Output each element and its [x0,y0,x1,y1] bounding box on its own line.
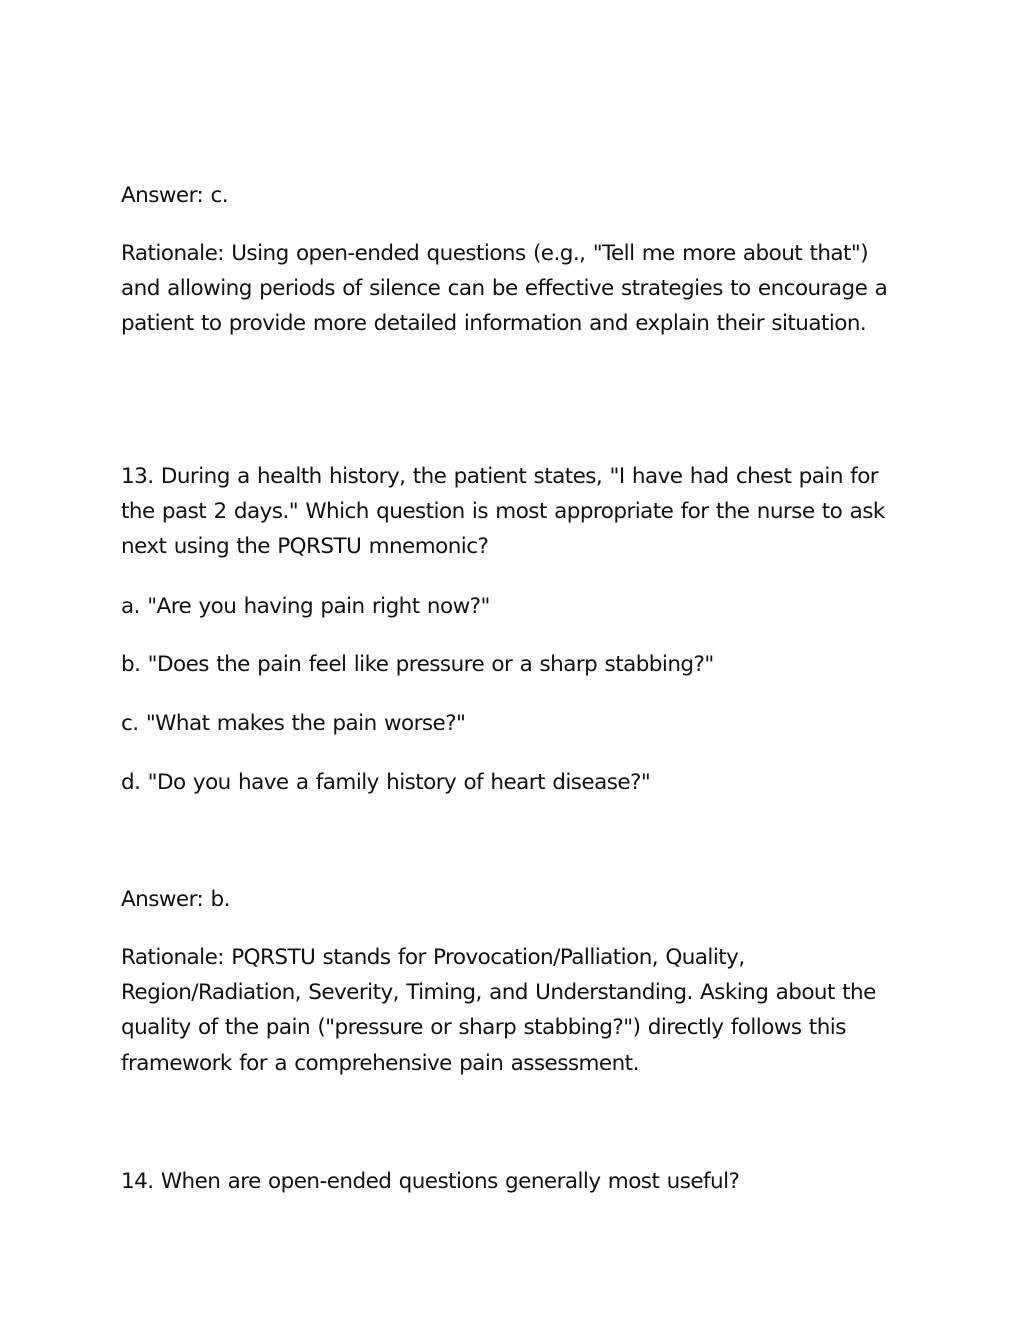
answer-13: Answer: b. [121,887,230,912]
option-13-a: a. "Are you having pain right now?" [121,594,490,619]
option-13-b: b. "Does the pain feel like pressure or a sharp stabbing?" [121,652,714,677]
rationale-12: Rationale: Using open-ended questions (e.g., "Tell me more about that") and allowing periods of silence can be effective strategies to encourage a patient to provide more detailed information and explain their situation. [121,241,888,337]
question-14: 14. When are open-ended questions generally most useful? [121,1169,740,1194]
question-13: 13. During a health history, the patient states, "I have had chest pain for the past 2 days." Which question is most appropriate for the nurse to ask next using the PQRSTU mnemonic? [121,464,885,560]
option-13-d: d. "Do you have a family history of heart disease?" [121,770,651,795]
option-13-c: c. "What makes the pain worse?" [121,711,466,736]
rationale-13: Rationale: PQRSTU stands for Provocation/Palliation, Quality, Region/Radiation, Severity, Timing, and Understanding. Asking about the quality of the pain ("pressure or sharp stabbing?") directly follows this framework for a comprehensive pain assessment. [121,945,876,1076]
answer-12: Answer: c. [121,183,229,208]
